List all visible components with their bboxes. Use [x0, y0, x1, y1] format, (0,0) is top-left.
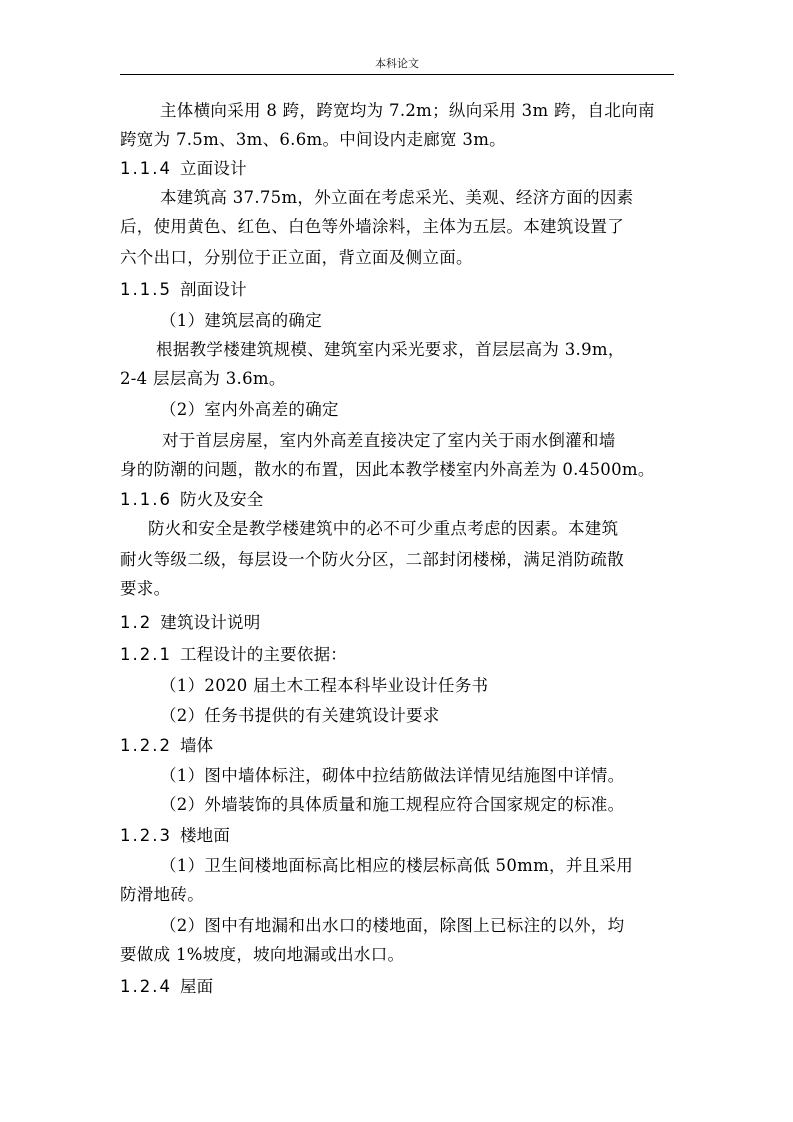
paragraph-line: 跨宽为 7.5m、3m、6.6m。中间设内走廊宽 3m。 — [120, 130, 506, 149]
paragraph-line: 身的防潮的问题，散水的布置，因此本教学楼室内外高差为 0.4500m。 — [120, 460, 655, 479]
paragraph-line: 耐火等级二级，每层设一个防火分区，二部封闭楼梯，满足消防疏散 — [120, 550, 624, 569]
header-rule — [120, 74, 674, 75]
section-heading-1-2: 1.2 建筑设计说明 — [120, 613, 261, 632]
running-header: 本科论文 — [375, 57, 419, 70]
section-heading-1-2-1: 1.2.1 工程设计的主要依据： — [120, 645, 347, 664]
paragraph-line: 根据教学楼建筑规模、建筑室内采光要求，首层层高为 3.9m， — [156, 340, 625, 359]
section-heading-1-1-6: 1.1.6 防火及安全 — [120, 490, 264, 509]
paragraph-line: 防火和安全是教学楼建筑中的必不可少重点考虑的因素。本建筑 — [148, 519, 619, 538]
paragraph-line: 要做成 1%坡度，坡向地漏或出水口。 — [120, 945, 405, 964]
list-item: （2）任务书提供的有关建筑设计要求 — [160, 706, 440, 725]
list-item: （1）卫生间楼地面标高比相应的楼层标高低 50mm，并且采用 — [160, 856, 634, 875]
list-item: （2）外墙装饰的具体质量和施工规程应符合国家规定的标准。 — [160, 795, 625, 814]
list-item: （2）室内外高差的确定 — [160, 400, 339, 419]
section-heading-1-1-4: 1.1.4 立面设计 — [120, 159, 247, 178]
paragraph-line: 2-4 层层高为 3.6m。 — [120, 369, 286, 388]
list-item: （1）建筑层高的确定 — [160, 311, 322, 330]
paragraph-line: 对于首层房屋，室内外高差直接决定了室内关于雨水倒灌和墙 — [162, 431, 616, 450]
paragraph-line: 主体横向采用 8 跨，跨宽均为 7.2m；纵向采用 3m 跨，自北向南 — [160, 101, 655, 120]
paragraph-line: 本建筑高 37.75m，外立面在考虑采光、美观、经济方面的因素 — [160, 188, 634, 207]
paragraph-line: 防滑地砖。 — [120, 885, 204, 904]
section-heading-1-1-5: 1.1.5 剖面设计 — [120, 280, 247, 299]
paragraph-line: 要求。 — [120, 579, 171, 598]
list-item: （1）2020 届土木工程本科毕业设计任务书 — [160, 676, 489, 695]
section-heading-1-2-4: 1.2.4 屋面 — [120, 977, 214, 996]
paragraph-line: 后，使用黄色、红色、白色等外墙涂料，主体为五层。本建筑设置了 — [120, 217, 624, 236]
list-item: （1）图中墙体标注，砌体中拉结筋做法详情见结施图中详情。 — [160, 766, 625, 785]
paragraph-line: 六个出口，分别位于正立面，背立面及侧立面。 — [120, 248, 473, 267]
section-heading-1-2-3: 1.2.3 楼地面 — [120, 826, 231, 845]
section-heading-1-2-2: 1.2.2 墙体 — [120, 736, 214, 755]
list-item: （2）图中有地漏和出水口的楼地面，除图上已标注的以外，均 — [160, 916, 625, 935]
